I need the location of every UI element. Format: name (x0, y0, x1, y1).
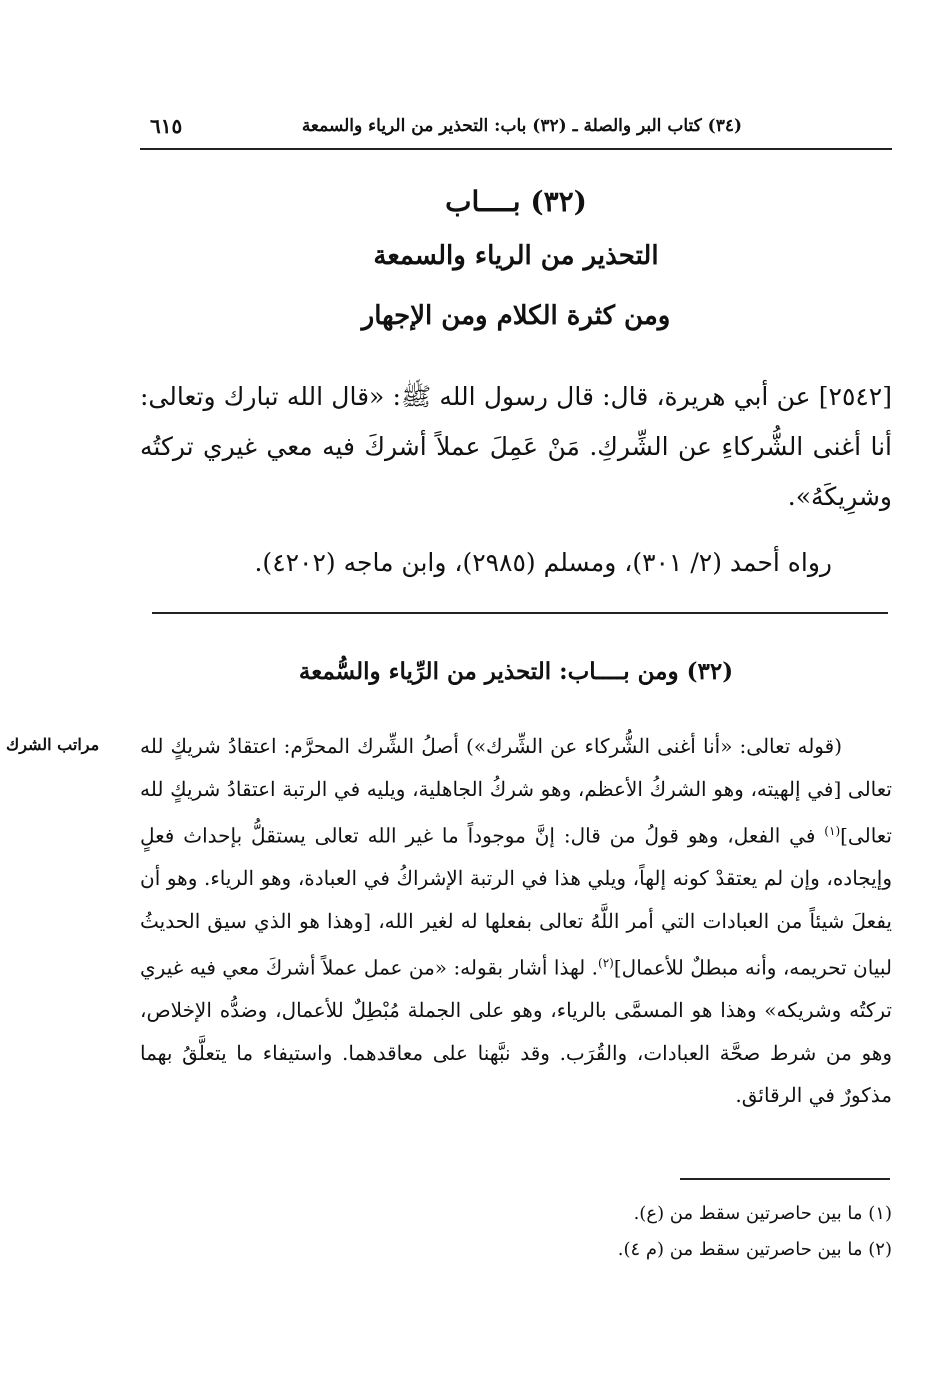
running-header (140, 108, 892, 150)
footnotes (140, 1196, 892, 1268)
commentary-text-part2: في الفعل، وهو قولُ من قال: إنَّ موجوداً ما غير الله تعالى يستقلُّ بإحداث فعلٍ وإيجاده، وإن لم يعتقدْ كونه إلهاً، ويلي هذا في الرتبة الإشراكُ في العبادة، وهو الرياء. وهو أن يفعلَ شيئاً من العبادات التي أمر اللَّهُ تعالى بفعلها له لغير الله، [وهذا هو الذي سيق الحديثُ لبيان تحريمه، وأنه مبطلٌ للأعمال] (140, 823, 892, 980)
margin-note: مراتب الشرك (6, 735, 100, 754)
page-number: ٦١٥ (150, 114, 183, 138)
chapter-number: (٣٢) بــــاب (445, 185, 587, 218)
hadith-block (140, 372, 892, 588)
footnote-reference: (٢) (598, 956, 614, 971)
hadith-body: عن أبي هريرة، قال: قال رسول الله ﷺ: «قال الله تبارك وتعالى: أنا أغنى الشُّركاءِ عن الشِّركِ. مَنْ عَمِلَ عملاً أشركَ فيه معي غيري تركتُه وشرِيكَهُ». (140, 382, 892, 511)
section-divider (152, 612, 888, 614)
commentary-text-part1: (قوله تعالى: «أنا أغنى الشُّركاء عن الشِّرك») أصلُ الشِّرك المحرَّم: اعتقادُ شريكٍ لله تعالى [في إلهيته، وهو الشركُ الأعظم، وهو شركُ الجاهلية، ويليه في الرتبة اعتقادُ شريكٍ لله تعالى] (140, 734, 892, 848)
footnote-reference: (١) (824, 824, 841, 838)
hadith-text (140, 372, 892, 522)
footnote-divider (680, 1178, 890, 1180)
hadith-source: رواه أحمد (٢/ ٣٠١)، ومسلم (٢٩٨٥)، وابن ماجه (٤٢٠٢). (254, 548, 832, 577)
footnote-item: (١) ما بين حاصرتين سقط من (ع). (633, 1203, 892, 1224)
commentary-block (140, 725, 892, 1117)
running-header-title: (٣٤) كتاب البر والصلة ـ (٣٢) باب: التحذير من الرياء والسمعة (301, 116, 742, 136)
footnote-item: (٢) ما بين حاصرتين سقط من (م ٤). (617, 1239, 892, 1260)
commentary-heading: (٣٢) ومن بــــاب: التحذير من الرِّياء والسُّمعة (298, 658, 734, 685)
chapter-title-line1: التحذير من الرياء والسمعة (373, 241, 659, 271)
hadith-number: [٢٥٤٢] (818, 382, 892, 411)
chapter-title-line2: ومن كثرة الكلام ومن الإجهار (361, 301, 671, 331)
chapter-heading (140, 178, 892, 346)
commentary-paragraph (140, 725, 892, 1117)
commentary-text-part3: . لهذا أشار بقوله: «من عمل عملاً أشركَ معي فيه غيري تركتُه وشريكه» وهذا هو المسمَّى بالرياء، وهو على الجملة مُبْطِلٌ للأعمال، وضدُّه الإخلاص، وهو من شرط صحَّة العبادات، والقُرَب. وقد نبَّهنا على معاقدهما. واستيفاء ما يتعلَّقُ بهما مذكورٌ في الرقائق. (140, 955, 892, 1108)
